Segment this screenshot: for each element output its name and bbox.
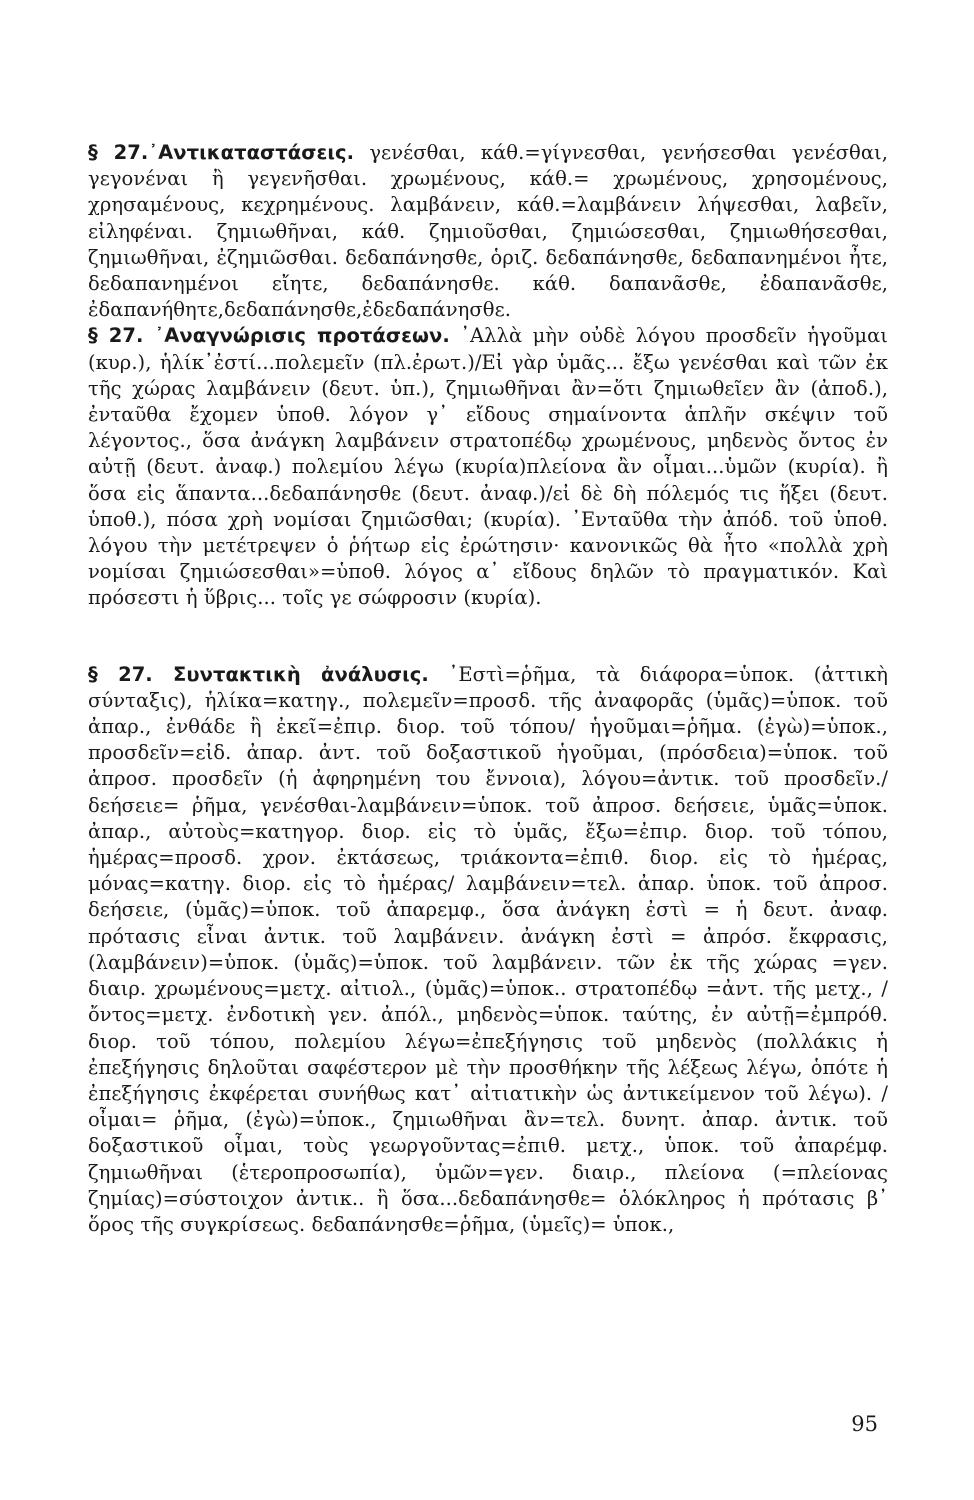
section-substitutions [88,140,888,323]
paragraph [88,140,888,323]
paragraph-text: ᾽Αλλὰ μὴν οὐδὲ λόγου προσδεῖν ἡγοῦμαι (κυρ.), ἡλίκ᾽ἐστί...πολεμεῖν (πλ.ἐρωτ.)/Εἰ γὰρ ὑμᾶς... ἔξω γενέσθαι καὶ τῶν ἐκ τῆς χώρας λαμβάνειν (δευτ. ὑπ.), ζημιωθῆναι ἂν=ὅτι ζημιωθεῖεν ἂν (ἀποδ.), ἐνταῦθα ἔχομεν ὑποθ. λόγον γ᾽ εἴδους σημαίνοντα ἁπλῆν σκέψιν τοῦ λέγοντος., ὅσα ἀνάγκη λαμβάνειν στρατοπέδῳ χρωμένους, μηδενὸς ὄντος ἐν αὐτῇ (δευτ. ἀναφ.) πολεμίου λέγω (κυρία)πλείονα ἂν οἶμαι...ὑμῶν (κυρία). ἢ ὅσα εἰς ἅπαντα...δεδαπάνησθε (δευτ. ἀναφ.)/εἰ δὲ δὴ πόλεμός τις ἥξει (δευτ. ὑποθ.), πόσα χρὴ νομίσαι ζημιῶσθαι; (κυρία). ᾽Ενταῦθα τὴν ἀπόδ. τοῦ ὑποθ. λόγου τὴν μετέτρεψεν ὁ ῥήτωρ εἰς ἐρώτησιν· κανονικῶς θὰ ἦτο «πολλὰ χρὴ νομίσαι ζημιώσεσθαι»=ὑποθ. λόγος α᾽ εἴδους δηλῶν τὸ πραγματικόν. Καὶ πρόσεστι ἡ ὕβρις... τοῖς γε σώφροσιν (κυρία). [88,324,888,610]
paragraph-text: γενέσθαι, κάθ.=γίγνεσθαι, γενήσεσθαι γενέσθαι, γεγονέναι ἢ γεγενῆσθαι. χρωμένους, κάθ.= χρωμένους, χρησομένους, χρησαμένους, κεχρημένους. λαμβάνειν, κάθ.=λαμβάνειν λήψεσθαι, λαβεῖν, εἰληφέναι. ζημιωθῆναι, κάθ. ζημιοῦσθαι, ζημιώσεσθαι, ζημιωθήσεσθαι, ζημιωθῆναι, ἐζημιῶσθαι. δεδαπάνησθε, ὁριζ. δεδαπάνησθε, δεδαπανημένοι ἦτε, δεδαπανημένοι εἴητε, δεδαπάνησθε. κάθ. δαπανᾶσθε, ἐδαπανᾶσθε, ἐδαπανήθητε,δεδαπάνησθε,ἐδεδαπάνησθε. [88,141,888,322]
paragraph-text: ᾽Εστὶ=ῥῆμα, τὰ διάφορα=ὑποκ. (ἀττικὴ σύνταξις), ἡλίκα=κατηγ., πολεμεῖν=προσδ. τῆς ἀναφορᾶς (ὑμᾶς)=ὑποκ. τοῦ ἀπαρ., ἐνθάδε ἢ ἐκεῖ=ἐπιρ. διορ. τοῦ τόπου/ ἡγοῦμαι=ῥῆμα. (ἐγὼ)=ὑποκ., προσδεῖν=εἰδ. ἀπαρ. ἀντ. τοῦ δοξαστικοῦ ἡγοῦμαι, (πρόσδεια)=ὑποκ. τοῦ ἀπροσ. προσδεῖν (ἡ ἀφηρημένη του ἔννοια), λόγου=ἀντικ. τοῦ προσδεῖν./δεήσειε= ῥῆμα, γενέσθαι-λαμβάνειν=ὑποκ. τοῦ ἀπροσ. δεήσειε, ὑμᾶς=ὑποκ. ἀπαρ., αὐτοὺς=κατηγορ. διορ. εἰς τὸ ὑμᾶς, ἔξω=ἐπιρ. διορ. τοῦ τόπου, ἡμέρας=προσδ. χρον. ἐκτάσεως, τριάκοντα=ἐπιθ. διορ. εἰς τὸ ἡμέρας, μόνας=κατηγ. διορ. εἰς τὸ ἡμέρας/ λαμβάνειν=τελ. ἀπαρ. ὑποκ. τοῦ ἀπροσ. δεήσειε, (ὑμᾶς)=ὑποκ. τοῦ ἀπαρεμφ., ὅσα ἀνάγκη ἐστὶ = ἡ δευτ. ἀναφ. πρότασις εἶναι ἀντικ. τοῦ λαμβάνειν. ἀνάγκη ἐστὶ = ἀπρόσ. ἔκφρασις, (λαμβάνειν)=ὑποκ. (ὑμᾶς)=ὑποκ. τοῦ λαμβάνειν. τῶν ἐκ τῆς χώρας =γεν. διαιρ. χρωμένους=μετχ. αἰτιολ., (ὑμᾶς)=ὑποκ.. στρατοπέδῳ =ἀντ. τῆς μετχ., /ὄντος=μετχ. ἐνδοτικὴ γεν. ἀπόλ., μηδενὸς=ὑποκ. ταύτης, ἐν αὐτῇ=ἐμπρόθ. διορ. τοῦ τόπου, πολεμίου λέγω=ἐπεξήγησις τοῦ μηδενὸς (πολλάκις ἡ ἐπεξήγησις δηλοῦται σαφέστερον μὲ τὴν προσθήκην τῆς λέξεως λέγω, ὁπότε ἡ ἐπεξήγησις ἐκφέρεται συνήθως κατ᾽ αἰτιατικὴν ὡς ἀντικείμενον τοῦ λέγω). /οἶμαι= ῥῆμα, (ἐγὼ)=ὑποκ., ζημιωθῆναι ἂν=τελ. δυνητ. ἀπαρ. ἀντικ. τοῦ δοξαστικοῦ οἶμαι, τοὺς γεωργοῦντας=ἐπιθ. μετχ., ὑποκ. τοῦ ἀπαρέμφ. ζημιωθῆναι (ἑτεροπροσωπία), ὑμῶν=γεν. διαιρ., πλείονα (=πλείονας ζημίας)=σύστοιχον ἀντικ.. ἢ ὅσα...δεδαπάνησθε= ὁλόκληρος ἡ πρότασις β᾽ ὅρος τῆς συγκρίσεως. δεδαπάνησθε=ῥῆμα, (ὑμεῖς)= ὑποκ., [88,662,889,1236]
document-page [88,140,888,1238]
section-heading: § 27. Συντακτικὴ ἀνάλυσις. [88,662,429,686]
section-syntactic-analysis [88,662,888,1238]
section-clause-recognition [88,323,888,611]
section-heading: § 27. ᾽Αναγνώρισις προτάσεων. [88,324,450,348]
paragraph [88,662,888,1238]
page-number: 95 [851,1412,878,1436]
paragraph [88,323,888,611]
section-heading: § 27.᾽Αντικαταστάσεις. [88,141,355,164]
section-gap [88,612,888,662]
